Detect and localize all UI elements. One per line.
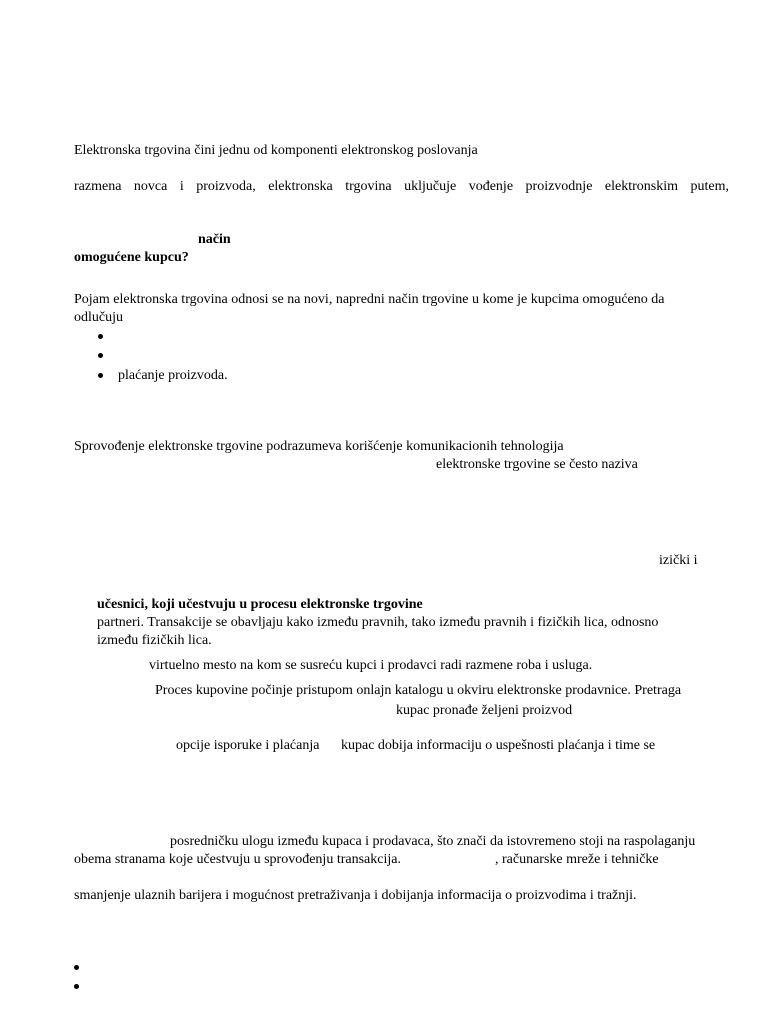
- list-bullet-1: [98, 334, 103, 339]
- question-word-nacin: način: [198, 232, 231, 247]
- ucesnici-bold: učesnici, koji učestvuju u procesu elektronske trgovine: [97, 597, 423, 612]
- fizicki-fragment: izički i: [659, 553, 698, 568]
- virtuelno-line: virtuelno mesto na kom se susreću kupci i prodavci radi razmene roba i usluga.: [149, 658, 593, 673]
- proces-line-2: kupac pronađe željeni proizvod: [396, 703, 573, 718]
- pojam-line-2: odlučuju: [74, 310, 123, 325]
- smanjenje-line: smanjenje ulaznih barijera i mogućnost pretraživanja i dobijanja informacija o proizvodima i tražnji.: [74, 888, 637, 903]
- opcije-fragment: opcije isporuke i plaćanja: [176, 738, 320, 753]
- pojam-line-1: Pojam elektronska trgovina odnosi se na novi, napredni način trgovine u kome je kupcima omogućeno da: [74, 292, 665, 307]
- razmena-line: razmena novca i proizvoda, elektronska trgovina uključuje vođenje proizvodnje elektronskim putem,: [74, 179, 729, 194]
- sprovodjenje-line-1: Sprovođenje elektronske trgovine podrazumeva korišćenje komunikacionih tehnologija: [74, 439, 564, 454]
- question-omogucene: omogućene kupcu?: [74, 250, 189, 265]
- sprovodjenje-line-2: elektronske trgovine se često naziva: [436, 457, 638, 472]
- list-bullet-3: [98, 373, 103, 378]
- list-bullet-2: [98, 353, 103, 358]
- partneri-line-2: između fizičkih lica.: [97, 633, 212, 648]
- posrednicku-line-2b: , računarske mreže i tehničke: [495, 852, 659, 867]
- partneri-line-1: partneri. Transakcije se obavljaju kako između pravnih, tako između pravnih i fizičkih lica, odnosno: [97, 615, 659, 630]
- list-bullet-5: [74, 984, 79, 989]
- list-item-placanje: plaćanje proizvoda.: [118, 368, 228, 383]
- proces-line-1: Proces kupovine počinje pristupom onlajn katalogu u okviru elektronske prodavnice. Pretraga: [155, 683, 682, 698]
- list-bullet-4: [74, 965, 79, 970]
- posrednicku-line-2a: obema stranama koje učestvuju u sprovođenju transakcija.: [74, 852, 401, 867]
- kupac-dobija-fragment: kupac dobija informaciju o uspešnosti plaćanja i time se: [341, 738, 656, 753]
- heading-line: Elektronska trgovina čini jednu od komponenti elektronskog poslovanja: [74, 143, 478, 158]
- posrednicku-line-1: posredničku ulogu između kupaca i prodavaca, što znači da istovremeno stoji na raspolaganju: [170, 834, 696, 849]
